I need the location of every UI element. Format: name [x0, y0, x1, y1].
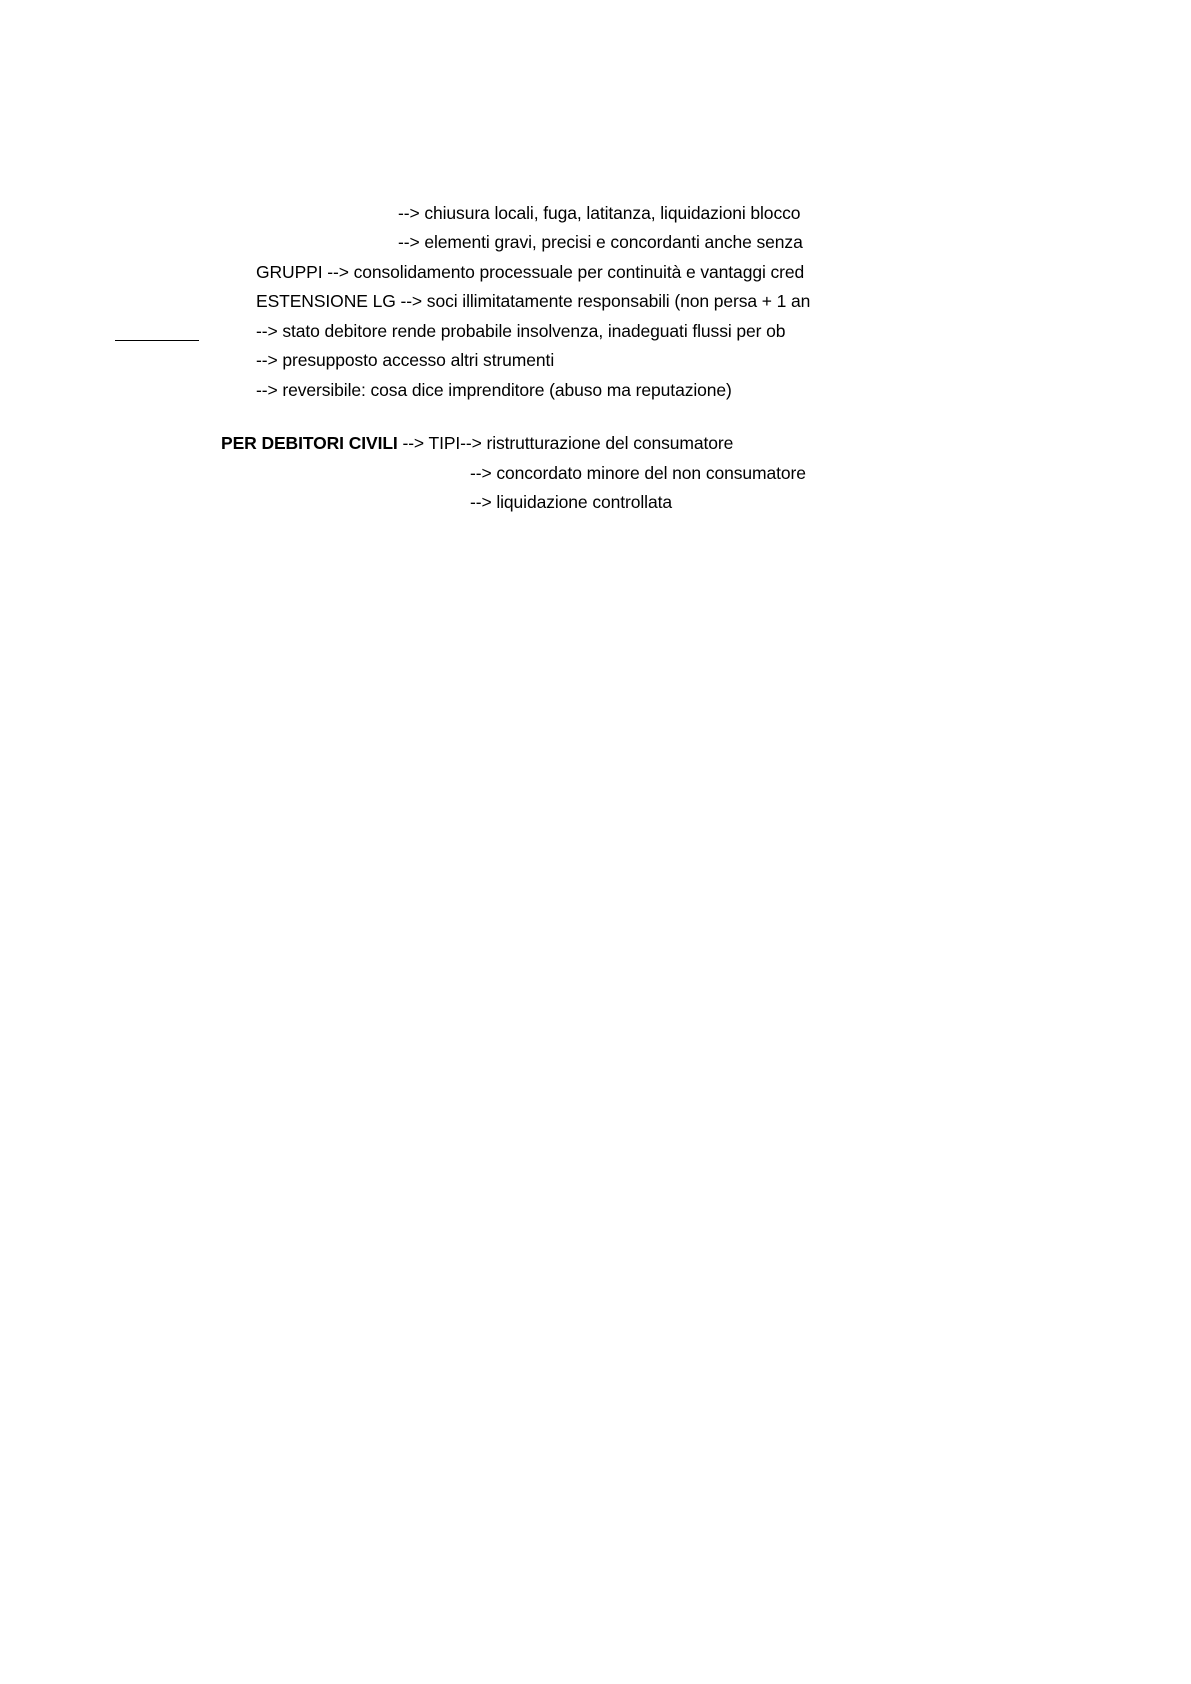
note-line-chiusura: --> chiusura locali, fuga, latitanza, liquidazioni blocco	[398, 203, 801, 223]
civili-tipi: --> TIPI--> ristrutturazione del consumatore	[397, 433, 734, 453]
note-line-estensione: ESTENSIONE LG --> soci illimitatamente responsabili (non persa + 1 an	[256, 291, 811, 311]
note-line-elementi: --> elementi gravi, precisi e concordanti anche senza	[398, 232, 803, 252]
margin-rule	[115, 340, 199, 341]
note-line-stato-debitore: --> stato debitore rende probabile insolvenza, inadeguati flussi per ob	[256, 321, 786, 341]
civili-item-liquidazione: --> liquidazione controllata	[470, 492, 672, 512]
note-line-gruppi: GRUPPI --> consolidamento processuale per continuità e vantaggi cred	[256, 262, 805, 282]
note-line-reversibile: --> reversibile: cosa dice imprenditore (abuso ma reputazione)	[256, 380, 732, 400]
civili-line	[221, 432, 733, 454]
note-line-presupposto: --> presupposto accesso altri strumenti	[256, 350, 555, 370]
civili-item-concordato: --> concordato minore del non consumatore	[470, 463, 806, 483]
civili-heading: PER DEBITORI CIVILI	[221, 433, 398, 453]
